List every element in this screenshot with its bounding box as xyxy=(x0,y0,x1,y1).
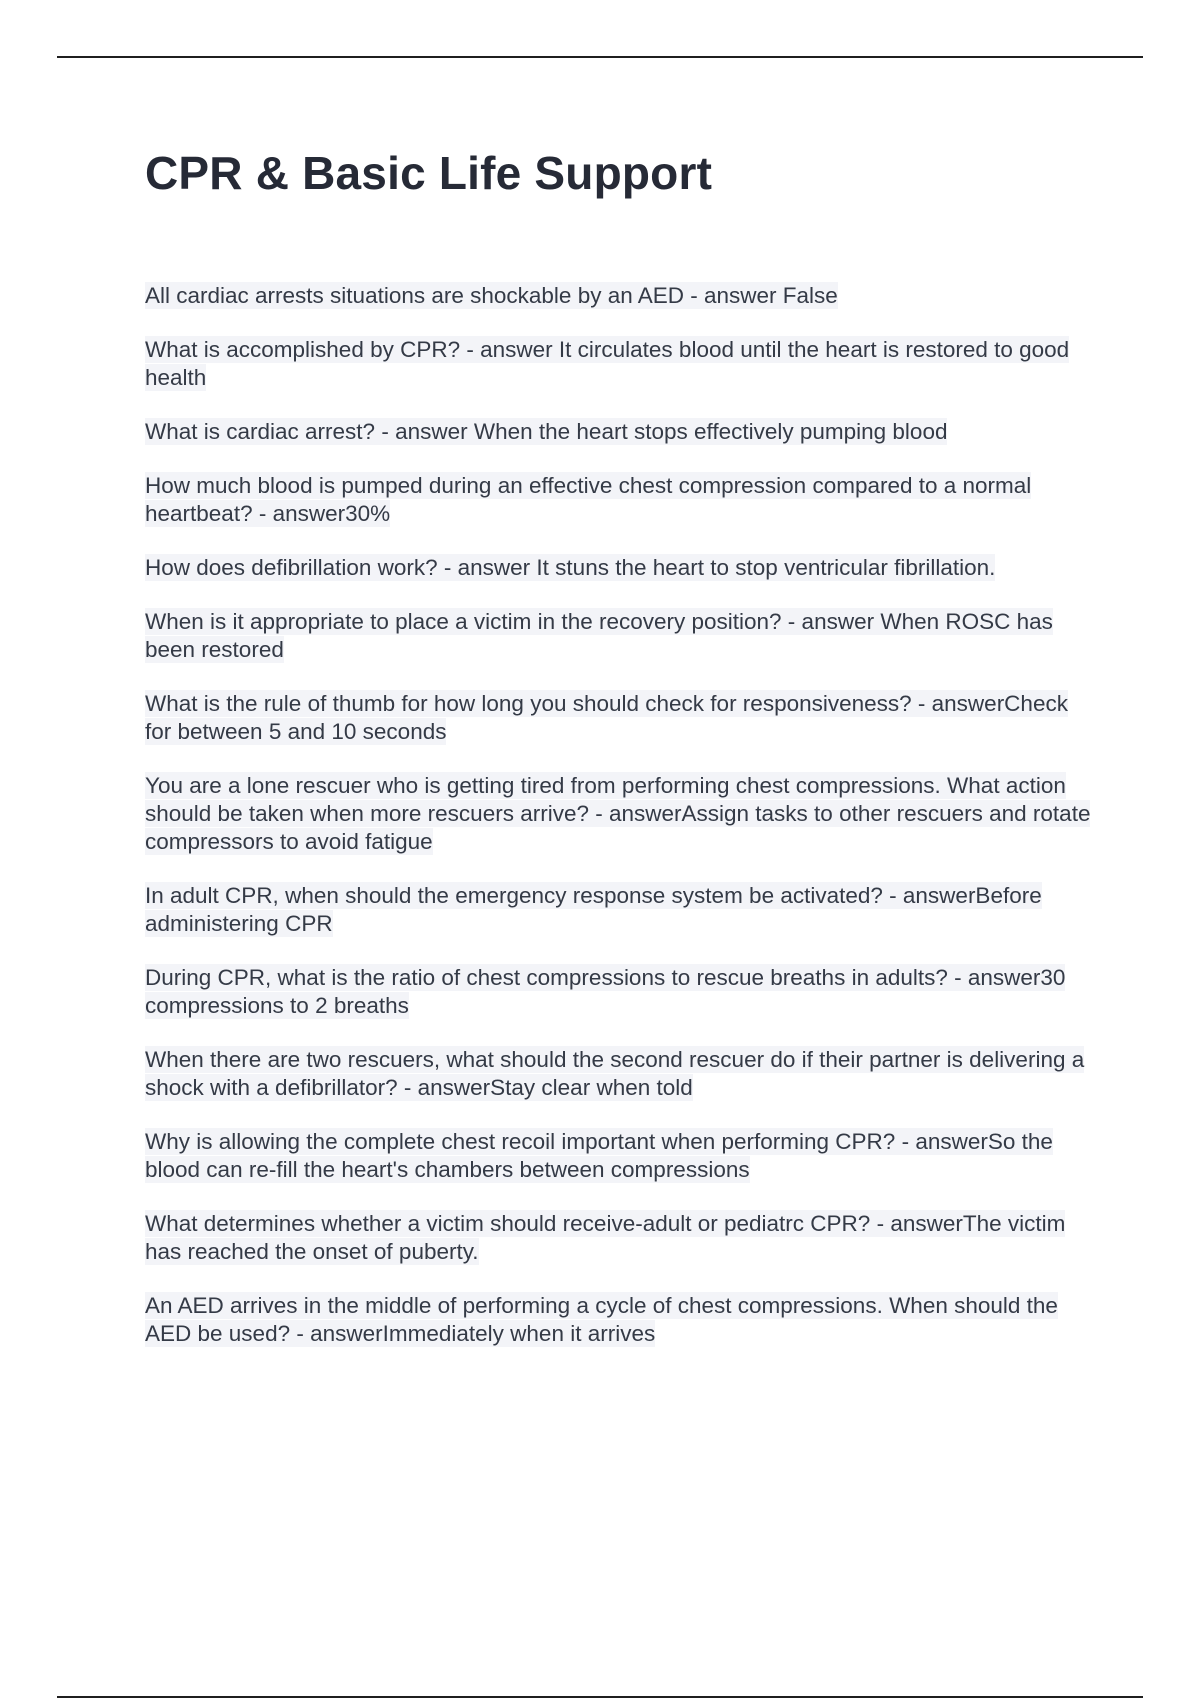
qa-text: When there are two rescuers, what should the second rescuer do if their partner is delivering a shock with a defibrillator? - answerStay clear when told xyxy=(145,1047,1085,1100)
qa-item xyxy=(145,282,1095,310)
qa-item xyxy=(145,690,1095,746)
qa-item xyxy=(145,608,1095,664)
qa-text: How does defibrillation work? - answer It stuns the heart to stop ventricular fibrillation. xyxy=(145,555,996,580)
qa-item xyxy=(145,1292,1095,1348)
document-title: CPR & Basic Life Support xyxy=(145,147,713,199)
qa-item xyxy=(145,336,1095,392)
qa-text: Why is allowing the complete chest recoil important when performing CPR? - answerSo the blood can re-fill the heart's chambers between compressions xyxy=(145,1129,1053,1182)
bottom-rule xyxy=(57,1696,1143,1698)
qa-text: What determines whether a victim should receive-adult or pediatrc CPR? - answerThe victim has reached the onset of puberty. xyxy=(145,1211,1066,1264)
qa-text: What is cardiac arrest? - answer When the heart stops effectively pumping blood xyxy=(145,419,948,444)
qa-text: In adult CPR, when should the emergency response system be activated? - answerBefore administering CPR xyxy=(145,883,1042,936)
top-rule xyxy=(57,56,1143,58)
qa-item xyxy=(145,1128,1095,1184)
qa-text: All cardiac arrests situations are shockable by an AED - answer False xyxy=(145,283,838,308)
qa-item xyxy=(145,1046,1095,1102)
qa-item xyxy=(145,418,1095,446)
qa-text: What is accomplished by CPR? - answer It circulates blood until the heart is restored to good health xyxy=(145,337,1070,390)
qa-list xyxy=(145,282,1095,1374)
qa-text: You are a lone rescuer who is getting tired from performing chest compressions. What action should be taken when more rescuers arrive? - answerAssign tasks to other rescuers and rotate compressors to avoid fatigue xyxy=(145,773,1091,854)
qa-text: How much blood is pumped during an effective chest compression compared to a normal heartbeat? - answer30% xyxy=(145,473,1032,526)
qa-item xyxy=(145,472,1095,528)
qa-item xyxy=(145,554,1095,582)
qa-item xyxy=(145,1210,1095,1266)
qa-item xyxy=(145,772,1095,856)
qa-item xyxy=(145,964,1095,1020)
qa-text: When is it appropriate to place a victim in the recovery position? - answer When ROSC has been restored xyxy=(145,609,1053,662)
qa-item xyxy=(145,882,1095,938)
qa-text: What is the rule of thumb for how long you should check for responsiveness? - answerCheck for between 5 and 10 seconds xyxy=(145,691,1068,744)
qa-text: An AED arrives in the middle of performing a cycle of chest compressions. When should the AED be used? - answerImmediately when it arrives xyxy=(145,1293,1058,1346)
qa-text: During CPR, what is the ratio of chest compressions to rescue breaths in adults? - answer30 compressions to 2 breaths xyxy=(145,965,1066,1018)
